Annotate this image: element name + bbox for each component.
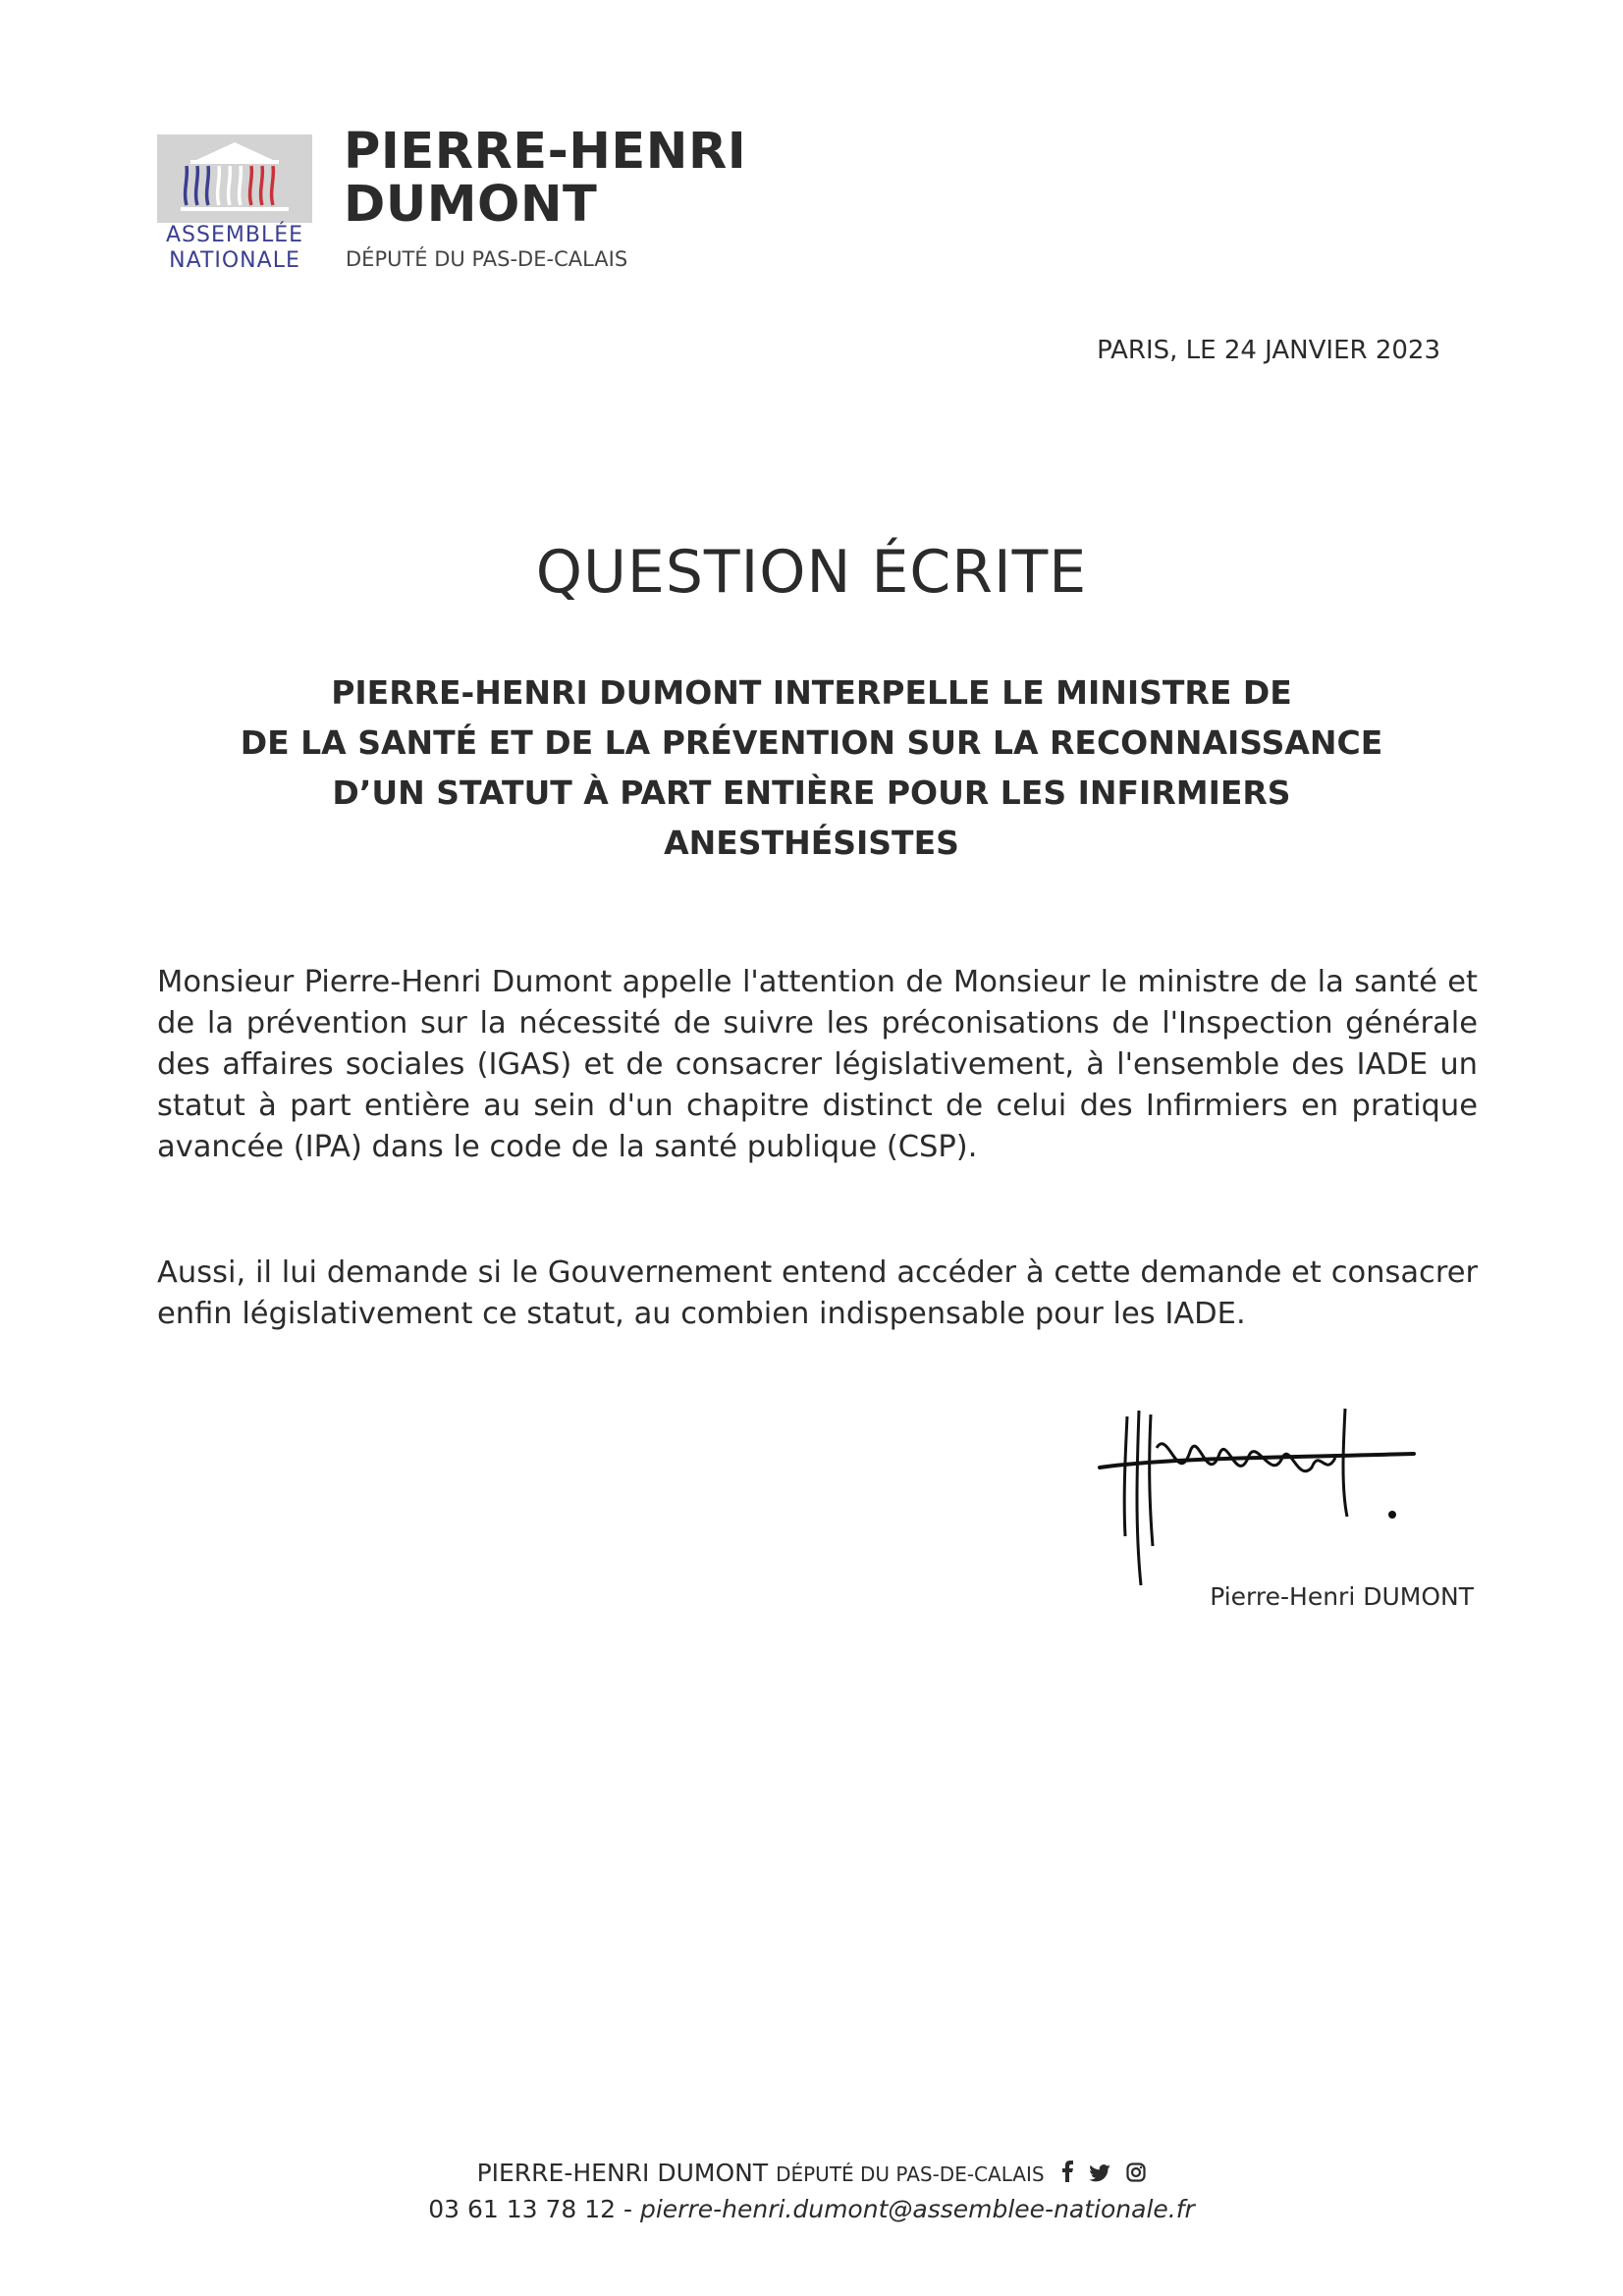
headline-line-2: DE LA SANTÉ ET DE LA PRÉVENTION SUR LA RECONNAISSANCE — [240, 723, 1383, 762]
document-title: QUESTION ÉCRITE — [535, 538, 1088, 607]
facebook-icon[interactable] — [1060, 2158, 1074, 2191]
document-date: PARIS, LE 24 JANVIER 2023 — [1097, 336, 1440, 365]
logo-emblem — [157, 134, 312, 223]
footer-line-2 — [0, 2193, 1623, 2226]
logo-line-1: ASSEMBLÉE — [165, 223, 303, 247]
deputy-name — [344, 123, 747, 234]
twitter-icon[interactable] — [1089, 2158, 1110, 2191]
deputy-name-line-2: DUMONT — [344, 176, 598, 234]
headline-line-3: D’UN STATUT À PART ENTIÈRE POUR LES INFIRMIERS — [332, 774, 1291, 812]
footer-phone: 03 61 13 78 12 — [428, 2195, 617, 2223]
footer-line-1 — [0, 2157, 1623, 2191]
footer — [0, 2157, 1623, 2226]
footer-name: PIERRE-HENRI DUMONT — [476, 2159, 769, 2187]
instagram-icon[interactable] — [1126, 2158, 1146, 2191]
handwritten-signature — [1080, 1389, 1434, 1585]
assemblee-nationale-logo — [157, 134, 312, 275]
headline-line-4: ANESTHÉSISTES — [664, 824, 959, 862]
signatory-name: Pierre-Henri DUMONT — [1210, 1582, 1474, 1611]
logo-line-2: NATIONALE — [169, 248, 300, 273]
body-paragraph-2: Aussi, il lui demande si le Gouvernement entend accéder à cette demande et consacrer enfin législativement ce statut, au combien indispensable pour les IADE. — [157, 1255, 1478, 1331]
headline — [147, 667, 1476, 868]
footer-separator: - — [616, 2195, 640, 2223]
headline-line-1: PIERRE-HENRI DUMONT INTERPELLE LE MINISTRE DE — [331, 673, 1292, 712]
deputy-subtitle: DÉPUTÉ DU PAS-DE-CALAIS — [346, 247, 628, 271]
deputy-name-line-1: PIERRE-HENRI — [344, 123, 747, 181]
logo-text — [157, 223, 312, 274]
body-paragraph-1: Monsieur Pierre-Henri Dumont appelle l'attention de Monsieur le ministre de la santé et de la prévention sur la nécessité de suivre les préconisations de l'Inspection générale des affaires sociales (IGAS) et de consacrer législativement, à l'ensemble des IADE un statut à part entière au sein d'un chapitre distinct de celui des Infirmiers en pratique avancée (IPA) dans le code de la santé publique (CSP). — [157, 965, 1478, 1164]
footer-role: DÉPUTÉ DU PAS-DE-CALAIS — [776, 2163, 1045, 2186]
footer-email-link[interactable]: pierre-henri.dumont@assemblee-nationale.fr — [639, 2195, 1195, 2223]
